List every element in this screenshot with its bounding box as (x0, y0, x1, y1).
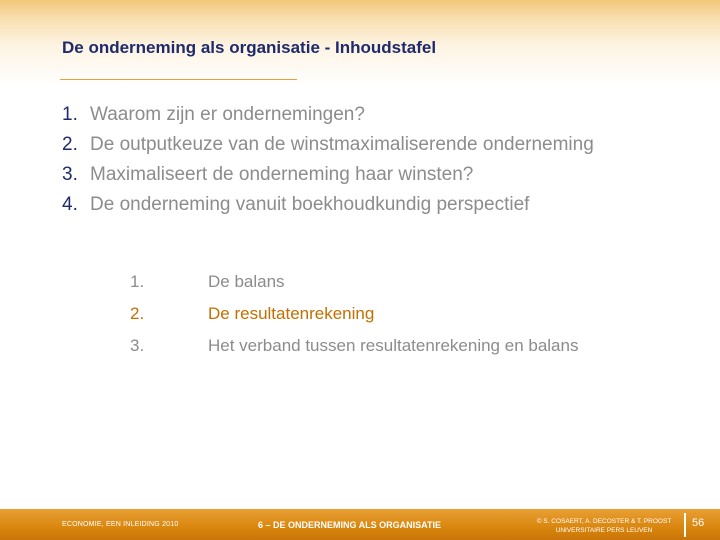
list-item (62, 160, 682, 190)
list-item-text: Maximaliseert de onderneming haar winsten? (90, 164, 474, 185)
sub-item-number: 1. (130, 272, 145, 291)
slide-title: De onderneming als organisatie - Inhoudstafel (62, 38, 437, 57)
footer-divider (684, 513, 686, 537)
list-item-number: 3. (62, 164, 78, 185)
title-underline (60, 79, 297, 80)
sub-list-item (130, 330, 690, 362)
sub-item-text: Het verband tussen resultatenrekening en balans (208, 336, 579, 355)
footer-course-title: ECONOMIE, EEN INLEIDING 2010 (62, 521, 179, 528)
sub-item-text: De resultatenrekening (208, 304, 375, 323)
list-item (62, 130, 682, 160)
list-item-text: De onderneming vanuit boekhoudkundig perspectief (90, 194, 530, 215)
footer-copyright (530, 517, 678, 535)
sub-item-number: 2. (130, 304, 145, 323)
sub-contents-list (130, 266, 690, 362)
sub-list-item (130, 266, 690, 298)
list-item-number: 1. (62, 104, 78, 125)
list-item-text: Waarom zijn er ondernemingen? (90, 104, 365, 125)
sub-list-item-current (130, 298, 690, 330)
list-item-number: 4. (62, 194, 78, 215)
footer-chapter-title: 6 – DE ONDERNEMING ALS ORGANISATIE (258, 520, 442, 530)
footer-bar (0, 509, 720, 540)
sub-item-text: De balans (208, 272, 285, 291)
list-item-text: De outputkeuze van de winstmaximaliserende onderneming (90, 134, 594, 155)
list-item-number: 2. (62, 134, 78, 155)
sub-item-number: 3. (130, 336, 145, 355)
footer-copyright-publisher: UNIVERSITAIRE PERS LEUVEN (555, 527, 653, 534)
footer-copyright-authors: © S. COSAERT, A. DECOSTER & T. PROOST (536, 518, 672, 525)
list-item (62, 190, 682, 220)
main-contents-list (62, 100, 682, 220)
page-number: 56 (692, 517, 705, 529)
list-item (62, 100, 682, 130)
